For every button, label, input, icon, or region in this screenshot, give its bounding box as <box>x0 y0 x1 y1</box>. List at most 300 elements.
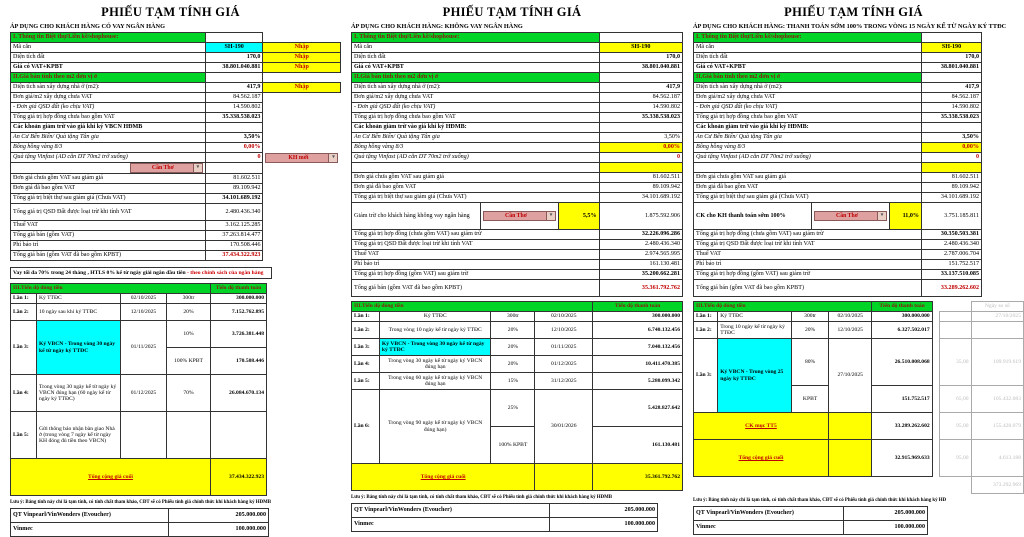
cell: 5.280.099.342 <box>593 373 683 390</box>
page-title: PHIẾU TẠM TÍNH GIÁ <box>784 5 923 19</box>
cell: 14.590.802 <box>599 103 682 113</box>
panel-subtitle: ÁP DỤNG CHO KHÁCH HÀNG: THANH TOÁN SỚM 100% TRONG VÒNG 15 NGÀY KỂ TỪ NGÀY KÝ TTĐC <box>693 23 1007 30</box>
table-row <box>352 173 683 183</box>
table-row <box>694 240 982 250</box>
table-row <box>11 184 341 194</box>
cell: 34.101.689.192 <box>205 194 263 204</box>
table-row <box>11 133 341 143</box>
cell: 4.613.188 <box>971 440 1023 477</box>
cell: 84.562.187 <box>205 93 263 103</box>
cell: Trong vòng 90 ngày kể từ ngày ký VBCN đúng hạn) <box>379 390 491 464</box>
cell: Vinmec <box>352 518 550 532</box>
payment-schedule-table <box>351 301 683 491</box>
section-iii-header: III.Tiến độ đóng tiền <box>352 302 593 312</box>
disclaimer-note: Lưu ý: Bảng tính này chỉ là tạm tính, có tính chất tham khảo, CĐT sẽ có Phiếu tính giá chính thức khi khách hàng ký HĐMB <box>351 495 612 500</box>
cell: 161.130.481 <box>599 260 682 270</box>
region-dropdown[interactable]: Cần Thơ ▾ <box>483 211 556 221</box>
cell: Mã căn <box>352 43 600 53</box>
table-row <box>694 123 982 133</box>
cell: Trong vòng 30 ngày kể từ ngày ký VBCN đúng hạn <box>379 356 491 373</box>
cell: 70% <box>167 375 211 412</box>
cell: 38.801.040.881 <box>599 63 682 73</box>
cell: 20% <box>792 322 829 339</box>
cell: QT Vinpearl/VinWonders (Evoucher) <box>352 504 550 518</box>
cell <box>932 322 940 339</box>
cell: Tổng giá bán (gồm VAT đã bao gồm KPBT) <box>694 280 922 297</box>
nhap-input[interactable]: Nhập <box>263 83 341 93</box>
cell: Trong 10 ngày kể từ ngày ký TTĐC <box>718 322 792 339</box>
cell <box>940 312 971 322</box>
cell: 300tr <box>167 294 211 304</box>
table-row <box>11 63 341 73</box>
table-row <box>352 113 683 123</box>
cell: Bông hồng vàng 8/3 <box>694 143 922 153</box>
cell: Lần 5: <box>352 373 380 390</box>
cell: 33.289.262.602 <box>872 413 932 440</box>
table-row <box>694 143 982 153</box>
nhap-input[interactable]: Nhập <box>263 53 341 63</box>
cell: Tổng giá trị biệt thự sau giảm giá (Chưa VAT) <box>11 194 206 204</box>
table-row <box>352 183 683 193</box>
table-row <box>694 280 982 297</box>
cell <box>263 231 341 241</box>
region-dropdown[interactable]: Cần Thơ ▾ <box>130 163 203 173</box>
table-row <box>694 322 1024 339</box>
cell[interactable]: 0,00% <box>599 143 682 153</box>
cell: 27/10/2025 <box>971 312 1023 322</box>
table-row <box>694 230 982 240</box>
cell <box>694 163 922 173</box>
cell <box>263 133 341 143</box>
cell: 20% <box>491 339 535 356</box>
final-total-value: 37.434.322.923 <box>211 459 267 496</box>
table-row <box>352 302 683 312</box>
cell: 25% <box>491 390 535 427</box>
cell: Tổng giá trị hợp đồng (chưa gồm VAT) sau giảm trừ <box>694 230 922 240</box>
cell: 33.289.262.602 <box>922 280 982 297</box>
cell: Diện tích đất <box>352 53 600 63</box>
cell: Tổng giá bán (gồm VAT đã bao gồm KPBT) <box>352 280 600 297</box>
table-row <box>352 43 683 53</box>
section-ii-header: II.Giá bán tính theo m2 đơn vị ở <box>11 73 206 83</box>
cell: 81.602.511 <box>922 173 982 183</box>
cell <box>352 163 600 173</box>
table-row <box>11 221 341 231</box>
table-row <box>352 63 683 73</box>
cell: 300tr <box>491 312 535 322</box>
cell <box>263 174 341 184</box>
panel-no-loan-customer <box>341 0 683 528</box>
cell: Đơn giá chưa gồm VAT sau giảm giá <box>352 173 600 183</box>
cell <box>922 123 982 133</box>
cell: 27/10/2025 <box>828 339 872 413</box>
unit-code-cell[interactable]: SH-190 <box>205 43 263 53</box>
customer-type-dropdown[interactable] <box>263 153 341 163</box>
table-row <box>694 477 1024 494</box>
cell <box>263 143 341 153</box>
disclaimer-note: Lưu ý: Bảng tính này chỉ là tạm tính, có tính chất tham khảo, CĐT sẽ có Phiếu tính giá chính thức khi khách hàng ký HĐ <box>693 498 947 503</box>
cell: Lần 5: <box>11 412 37 459</box>
cell <box>263 241 341 251</box>
cell: Tổng giá trị QSD Đất được loại trừ khi tính VAT <box>694 240 922 250</box>
customer-type-dropdown[interactable]: KH mới ▾ <box>265 153 338 163</box>
cell: Tổng giá trị hợp đồng (chưa gồm VAT) sau giảm trừ <box>352 230 600 240</box>
final-total-label: Tổng cộng giá cuối <box>694 440 829 477</box>
section-ii-header: II.Giá bán tính theo m2 đơn vị ở <box>352 73 600 83</box>
cell: 300.000.000 <box>211 294 267 304</box>
cell: An Cư Bến Biển/ Quà tặng Tân gia <box>352 133 600 143</box>
cell: - Đơn giá QSD đất (ko chịu VAT) <box>11 103 206 113</box>
cell: Ký TTĐC <box>379 312 491 322</box>
cell <box>599 73 682 83</box>
cell: Mã căn <box>11 43 206 53</box>
cell <box>263 93 341 103</box>
cell: Tổng giá trị hợp đồng (gồm VAT) sau giảm trừ <box>352 270 600 280</box>
table-row <box>11 284 267 294</box>
voucher-table <box>351 503 658 532</box>
table-row <box>11 204 341 221</box>
table-row <box>352 240 683 250</box>
cell: Giảm trừ cho khách hàng không vay ngân hàng <box>352 203 481 230</box>
cell: 170,0 <box>599 53 682 63</box>
final-total-label: Tổng cộng giá cuối <box>352 464 535 491</box>
cell: Tiến độ thanh toán <box>211 284 267 294</box>
cell: 100.000.000 <box>550 518 658 532</box>
table-row <box>694 163 982 173</box>
cell: Gửi thông báo nhận bàn giao Nhà ở (trong vòng 7 ngày kể từ ngày KH đóng đủ tiền theo VBCN) <box>37 412 121 459</box>
cell: 2.974.565.995 <box>599 250 682 260</box>
cell <box>263 113 341 123</box>
table-row <box>694 260 982 270</box>
table-row <box>352 203 683 230</box>
cell <box>263 73 341 83</box>
table-row <box>352 312 683 322</box>
cell: Tổng giá trị QSD Đất được loại trừ khi tính VAT <box>352 240 600 250</box>
cell: 95,00 <box>940 440 971 477</box>
cell: 89.109.942 <box>205 184 263 194</box>
table-row <box>11 459 267 496</box>
cell: QT Vinpearl/VinWonders (Evoucher) <box>694 507 844 521</box>
cell: 02/10/2025 <box>121 294 167 304</box>
final-total-value: 35.361.792.762 <box>593 464 683 491</box>
cell: 300.000.000 <box>872 312 932 322</box>
table-row <box>352 103 683 113</box>
cell: Tổng giá trị hợp đồng chưa bao gồm VAT <box>352 113 600 123</box>
cell: 12/10/2025 <box>121 304 167 321</box>
cell <box>205 163 263 174</box>
cell <box>599 33 682 43</box>
table-row <box>352 339 683 356</box>
cell <box>121 412 167 459</box>
table-row <box>11 113 341 123</box>
cell <box>205 123 263 133</box>
table-row <box>694 312 1024 322</box>
cell <box>932 302 940 312</box>
table-row <box>694 203 982 230</box>
cell <box>211 412 267 459</box>
table-row <box>694 133 982 143</box>
cell: 151.752.517 <box>872 386 932 413</box>
cell: 3.751.185.811 <box>922 203 982 230</box>
cell: 80% <box>792 339 829 386</box>
table-row <box>11 294 267 304</box>
cell: 32.226.096.286 <box>599 230 682 240</box>
cell <box>599 123 682 133</box>
cell: Ngày so sổ <box>971 302 1023 312</box>
cell: 417,9 <box>922 83 982 93</box>
page-title: PHIẾU TẠM TÍNH GIÁ <box>442 5 582 19</box>
cell: Lần 2: <box>11 304 37 321</box>
table-row <box>11 43 341 53</box>
table-row <box>694 153 982 163</box>
cell: Đơn giá đã bao gồm VAT <box>352 183 600 193</box>
cell: 170.508.446 <box>205 241 263 251</box>
cell: 155.428.079 <box>971 413 1023 440</box>
table-row <box>694 83 982 93</box>
cell: 38.801.040.881 <box>205 63 263 73</box>
table-row <box>352 230 683 240</box>
table-row <box>11 83 341 93</box>
final-total-value: 32.915.969.633 <box>872 440 932 477</box>
cell: Lần 1: <box>11 294 37 304</box>
page-title: PHIẾU TẠM TÍNH GIÁ <box>101 5 240 19</box>
cell: 12/10/2025 <box>535 322 593 339</box>
cell: 0 <box>205 153 263 163</box>
cell <box>263 163 341 174</box>
unit-code-cell[interactable]: SH-190 <box>922 43 982 53</box>
table-row <box>352 373 683 390</box>
cell: Phí bảo trì <box>694 260 922 270</box>
loan-note-red-text: - theo chính sách của ngân hàng <box>185 270 264 276</box>
chevron-down-icon: ▾ <box>546 212 555 220</box>
cell: Lần 2: <box>694 322 718 339</box>
cell <box>263 221 341 231</box>
table-row <box>694 103 982 113</box>
section-i-header: I. Thông tin Biệt thự/Liền kề/shophouse: <box>352 33 600 43</box>
section-iii-header: III.Tiến độ đóng tiền <box>11 284 211 294</box>
cell: 205.000.000 <box>844 507 928 521</box>
table-row <box>11 241 341 251</box>
cell: 01/11/2025 <box>535 339 593 356</box>
cell: 15% <box>491 373 535 390</box>
cell <box>263 194 341 204</box>
table-row <box>352 464 683 491</box>
table-row <box>11 523 269 537</box>
info-table <box>351 32 683 297</box>
cell: 6.327.502.017 <box>872 322 932 339</box>
table-row <box>352 322 683 339</box>
cell: Bông hồng vàng 8/3 <box>11 143 206 153</box>
region-dropdown[interactable] <box>11 163 206 174</box>
cell: 37.263.814.477 <box>205 231 263 241</box>
cell <box>932 386 940 413</box>
cell: 3,50% <box>205 133 263 143</box>
cell: 20% <box>491 356 535 373</box>
cell: 417,9 <box>205 83 263 93</box>
cell: Giá có VAT+KPBT <box>11 63 206 73</box>
table-row <box>11 73 341 83</box>
cell[interactable]: 0,00% <box>922 143 982 153</box>
table-row <box>11 231 341 241</box>
region-dropdown[interactable]: Cần Thơ ▾ <box>814 211 887 221</box>
table-row <box>11 509 269 523</box>
cell: 35.338.538.023 <box>599 113 682 123</box>
cell: 7.152.762.895 <box>211 304 267 321</box>
cell <box>932 440 940 477</box>
panel-loan-customer <box>0 0 341 533</box>
table-row <box>352 504 658 518</box>
table-row <box>352 163 683 173</box>
cell <box>932 339 940 386</box>
table-row <box>352 280 683 297</box>
cell: 0 <box>922 153 982 163</box>
cell: 35.338.538.023 <box>205 113 263 123</box>
table-row <box>694 302 1024 312</box>
cell[interactable]: 11,0% <box>890 203 922 230</box>
cell: 35.200.662.281 <box>599 270 682 280</box>
cell: Lần 2: <box>352 322 380 339</box>
region-dropdown[interactable] <box>481 203 559 230</box>
cell: Lần 6: <box>352 390 380 464</box>
cell: 14.590.802 <box>922 103 982 113</box>
cell: Bông hồng vàng 8/3 <box>352 143 600 153</box>
cell: 12/10/2025 <box>828 322 872 339</box>
cell: 10 ngày sau khi ký TTĐC <box>37 304 121 321</box>
cell: 38.801.040.881 <box>922 63 982 73</box>
cell <box>932 477 940 494</box>
cell <box>263 204 341 221</box>
cell: Diện tích đất <box>11 53 206 63</box>
cell: 34.101.689.192 <box>922 193 982 203</box>
table-row <box>11 321 267 348</box>
table-row <box>694 339 1024 386</box>
unit-code-cell[interactable]: SH-190 <box>599 43 682 53</box>
cell <box>922 33 982 43</box>
panel-subtitle: ÁP DỤNG CHO KHÁCH HÀNG CÓ VAY NGÂN HÀNG <box>10 23 165 30</box>
cell: Đơn giá chưa gồm VAT sau giảm giá <box>11 174 206 184</box>
cell: 31/12/2025 <box>535 373 593 390</box>
cell: 3.162.125.285 <box>205 221 263 231</box>
table-row <box>694 270 982 280</box>
cell <box>940 302 971 312</box>
table-row <box>694 173 982 183</box>
region-dropdown[interactable] <box>812 203 890 230</box>
cell: Tổng giá trị biệt thự sau giảm giá (Chưa VAT) <box>352 193 600 203</box>
cell <box>263 33 341 43</box>
table-row <box>11 251 341 261</box>
cell <box>263 184 341 194</box>
cell: 1.875.592.906 <box>599 203 682 230</box>
cell: 105.432.083 <box>971 386 1023 413</box>
cell: 10% <box>167 321 211 348</box>
section-i-header: I. Thông tin Biệt thự/Liền kề/shophouse: <box>11 33 206 43</box>
cell: Giá có VAT+KPBT <box>352 63 600 73</box>
cell <box>205 33 263 43</box>
cell: Các khoản giảm trừ vào giá khi ký HĐMB: <box>694 123 922 133</box>
final-total-label: Tổng cộng giá cuối <box>11 459 211 496</box>
cell: Trong vòng 10 ngày kể từ ngày ký TTĐC <box>379 322 491 339</box>
cell: Trong vòng 30 ngày kể từ ngày ký VBCN đúng hạn (60 ngày kể từ ngày ký TTĐC) <box>37 375 121 412</box>
section-iii-header: III.Tiến độ đóng tiền <box>694 302 872 312</box>
cell: 170.508.446 <box>211 348 267 375</box>
table-row <box>694 53 982 63</box>
ck-tt5-label: CK mục TT5 <box>694 413 829 440</box>
cell <box>922 73 982 83</box>
cell: Quà tặng Vinfast (AD căn DT 70m2 trở xuống) <box>352 153 600 163</box>
cell <box>205 73 263 83</box>
table-row <box>11 174 341 184</box>
cell[interactable]: 5,5% <box>559 203 600 230</box>
table-row <box>352 133 683 143</box>
cell: 14.590.802 <box>205 103 263 113</box>
table-row <box>352 83 683 93</box>
cell: 100.000.000 <box>844 521 928 535</box>
cell: Thuế VAT <box>694 250 922 260</box>
cell <box>828 413 872 440</box>
table-row <box>11 93 341 103</box>
cell: 26.510.008.068 <box>872 339 932 386</box>
table-row <box>694 33 982 43</box>
cell: 01/11/2025 <box>121 321 167 375</box>
cell: 2.480.436.340 <box>922 240 982 250</box>
table-row <box>11 33 341 43</box>
cell: 3,50% <box>599 133 682 143</box>
cell: Tổng giá trị QSD Đất được loại trừ khi tính VAT <box>11 204 206 221</box>
section-i-header: I. Thông tin Biệt thự/Liền kề/shophouse: <box>694 33 922 43</box>
cell: 7.040.132.456 <box>593 339 683 356</box>
cell: Ký VBCN - Trong vòng 30 ngày kể từ ngày ký TTĐC <box>37 321 121 375</box>
cell: Lần 4: <box>352 356 380 373</box>
cell: Lần 1: <box>352 312 380 322</box>
table-row <box>352 193 683 203</box>
cell: Ký TTĐC <box>718 312 792 322</box>
cell: Thuế VAT <box>352 250 600 260</box>
section-ii-header: II.Giá bán tính theo m2 đơn vị ở <box>694 73 922 83</box>
cell: 151.752.517 <box>922 260 982 270</box>
cell: 89.109.942 <box>599 183 682 193</box>
cell <box>263 103 341 113</box>
cell: 205.000.000 <box>169 509 269 523</box>
cell: 170,0 <box>922 53 982 63</box>
cell: 26.084.670.134 <box>211 375 267 412</box>
info-table <box>693 32 982 297</box>
cell: 81.602.511 <box>205 174 263 184</box>
voucher-table <box>10 508 269 537</box>
cell: Giá có VAT+KPBT <box>694 63 922 73</box>
cell: 01/12/2025 <box>121 375 167 412</box>
cell: 170,0 <box>205 53 263 63</box>
table-row <box>352 250 683 260</box>
cell: 01/12/2025 <box>535 356 593 373</box>
table-row <box>694 440 1024 477</box>
cell: Lần 4: <box>11 375 37 412</box>
nhap-input[interactable]: Nhập <box>263 63 341 73</box>
cell <box>263 251 341 261</box>
cell: Các khoản giảm trừ vào giá khi ký HĐMB: <box>352 123 600 133</box>
table-row <box>694 73 982 83</box>
cell: Ký VBCN - Trong vòng 25 ngày ký TTĐC <box>718 339 792 413</box>
cell: 300.000.000 <box>593 312 683 322</box>
cell <box>971 322 1023 339</box>
cell: Phí bảo trì <box>11 241 206 251</box>
cell <box>922 163 982 173</box>
cell: Diện tích sàn xây dựng nhà ở (m2): <box>694 83 922 93</box>
cell: 417,9 <box>599 83 682 93</box>
table-row <box>352 270 683 280</box>
cell: - Đơn giá QSD đất (ko chịu VAT) <box>352 103 600 113</box>
table-row <box>352 73 683 83</box>
nhap-input[interactable]: Nhập <box>263 43 341 53</box>
